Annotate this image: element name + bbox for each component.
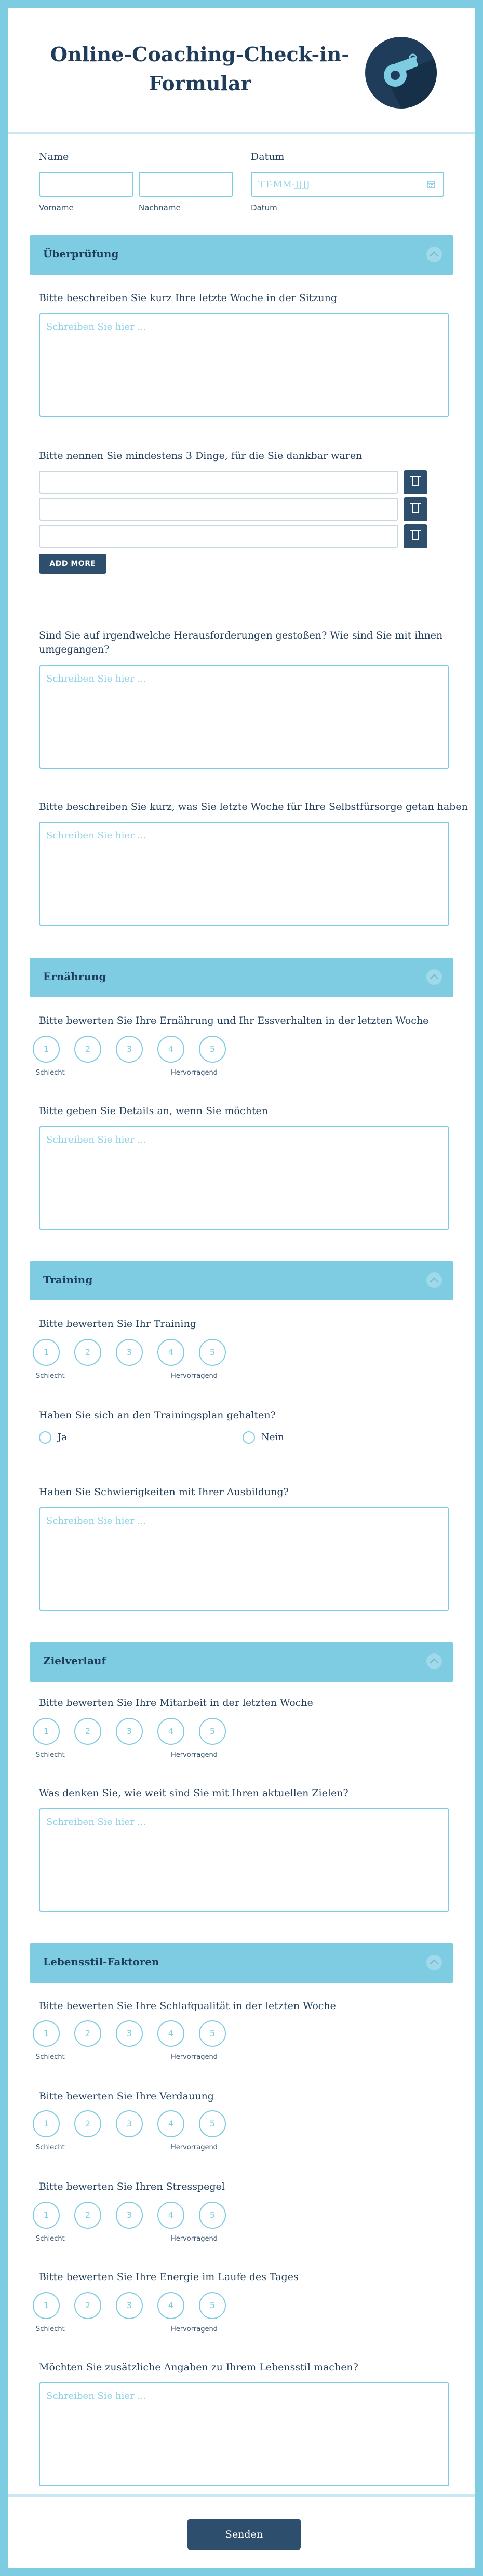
radio-no[interactable] xyxy=(243,1431,255,1444)
rating-option-2[interactable]: 2 xyxy=(74,1036,101,1063)
rating-high-label: Hervorragend xyxy=(171,2053,218,2061)
rating-digestion xyxy=(33,2110,240,2157)
question-energy: Bitte bewerten Sie Ihre Energie im Laufe des Tages xyxy=(39,2271,299,2283)
goals-textarea[interactable] xyxy=(39,1808,449,1912)
week-textarea[interactable] xyxy=(39,313,449,417)
question-selfcare: Bitte beschreiben Sie kurz, was Sie letzte Woche für Ihre Selbstfürsorge getan haben xyxy=(39,801,468,812)
rating-option-3[interactable]: 3 xyxy=(116,1339,143,1366)
rating-high-label: Hervorragend xyxy=(171,2144,218,2151)
question-nutrition-rate: Bitte bewerten Sie Ihre Ernährung und Ihr Essverhalten in der letzten Woche xyxy=(39,1015,429,1026)
question-digestion: Bitte bewerten Sie Ihre Verdauung xyxy=(39,2091,214,2102)
rating-low-label: Schlecht xyxy=(36,1372,65,1380)
question-goals: Was denken Sie, wie weit sind Sie mit Ihren aktuellen Zielen? xyxy=(39,1787,348,1799)
rating-option-4[interactable]: 4 xyxy=(157,1718,184,1745)
name-label: Name xyxy=(39,151,69,162)
rating-option-3[interactable]: 3 xyxy=(116,2020,143,2047)
last-name-input[interactable] xyxy=(139,172,233,197)
section-title: Ernährung xyxy=(43,970,106,983)
add-more-button[interactable]: ADD MORE xyxy=(39,554,106,574)
rating-option-2[interactable]: 2 xyxy=(74,2202,101,2229)
date-sublabel: Datum xyxy=(251,203,277,212)
section-goals[interactable] xyxy=(30,1642,453,1682)
section-title: Zielverlauf xyxy=(43,1655,106,1667)
rating-energy xyxy=(33,2292,240,2339)
last-name-sublabel: Nachname xyxy=(139,203,181,212)
radio-yes[interactable] xyxy=(39,1431,51,1444)
rating-high-label: Hervorragend xyxy=(171,1069,218,1077)
question-week: Bitte beschreiben Sie kurz Ihre letzte Woche in der Sitzung xyxy=(39,292,338,304)
section-review[interactable] xyxy=(30,235,453,275)
form-card xyxy=(8,8,475,2568)
delete-row-button[interactable] xyxy=(404,524,427,548)
rating-option-4[interactable]: 4 xyxy=(157,1339,184,1366)
rating-low-label: Schlecht xyxy=(36,2144,65,2151)
section-lifestyle[interactable] xyxy=(30,1943,453,1983)
rating-option-4[interactable]: 4 xyxy=(157,2202,184,2229)
rating-low-label: Schlecht xyxy=(36,1751,65,1759)
rating-option-2[interactable]: 2 xyxy=(74,2020,101,2047)
first-name-sublabel: Vorname xyxy=(39,203,74,212)
rating-option-1[interactable]: 1 xyxy=(33,1036,60,1063)
rating-option-3[interactable]: 3 xyxy=(116,1718,143,1745)
rating-option-2[interactable]: 2 xyxy=(74,2292,101,2319)
rating-high-label: Hervorragend xyxy=(171,1372,218,1380)
rating-training xyxy=(33,1339,240,1386)
rating-nutrition xyxy=(33,1036,240,1082)
rating-option-2[interactable]: 2 xyxy=(74,1339,101,1366)
rating-low-label: Schlecht xyxy=(36,1069,65,1077)
question-sleep: Bitte bewerten Sie Ihre Schlafqualität in der letzten Woche xyxy=(39,2000,336,2012)
grateful-input-3[interactable] xyxy=(39,525,398,548)
lifestyle-textarea[interactable] xyxy=(39,2382,449,2486)
rating-low-label: Schlecht xyxy=(36,2053,65,2061)
rating-option-4[interactable]: 4 xyxy=(157,2110,184,2137)
question-challenges: Sind Sie auf irgendwelche Herausforderungen gestoßen? Wie sind Sie mit ihnen umgegangen? xyxy=(39,630,443,655)
rating-option-5[interactable]: 5 xyxy=(199,1036,226,1063)
date-input[interactable] xyxy=(251,172,444,197)
rating-option-3[interactable]: 3 xyxy=(116,2110,143,2137)
date-label: Datum xyxy=(251,151,285,162)
calendar-icon[interactable] xyxy=(427,180,435,188)
rating-high-label: Hervorragend xyxy=(171,2235,218,2243)
question-training-rate: Bitte bewerten Sie Ihr Training xyxy=(39,1318,196,1330)
section-training[interactable] xyxy=(30,1261,453,1300)
collapse-chevron-icon[interactable] xyxy=(426,1272,442,1288)
grateful-input-1[interactable] xyxy=(39,471,398,494)
form-header xyxy=(8,8,475,134)
delete-row-button[interactable] xyxy=(404,470,427,494)
rating-option-4[interactable]: 4 xyxy=(157,1036,184,1063)
rating-high-label: Hervorragend xyxy=(171,1751,218,1759)
rating-option-3[interactable]: 3 xyxy=(116,2292,143,2319)
rating-low-label: Schlecht xyxy=(36,2325,65,2333)
radio-yes-label: Ja xyxy=(58,1432,67,1443)
difficulties-textarea[interactable] xyxy=(39,1507,449,1611)
collapse-chevron-icon[interactable] xyxy=(426,969,442,985)
rating-option-1[interactable]: 1 xyxy=(33,2110,60,2137)
section-title: Training xyxy=(43,1273,93,1286)
section-title: Lebensstil-Faktoren xyxy=(43,1956,159,1968)
rating-option-5[interactable]: 5 xyxy=(199,2110,226,2137)
question-grateful: Bitte nennen Sie mindestens 3 Dinge, für die Sie dankbar waren xyxy=(39,450,363,462)
rating-option-2[interactable]: 2 xyxy=(74,1718,101,1745)
radio-no-label: Nein xyxy=(261,1432,284,1443)
rating-option-5[interactable]: 5 xyxy=(199,1339,226,1366)
rating-stress xyxy=(33,2202,240,2248)
rating-sleep xyxy=(33,2020,240,2067)
challenges-textarea[interactable] xyxy=(39,665,449,769)
details-textarea[interactable] xyxy=(39,1126,449,1230)
selfcare-textarea[interactable] xyxy=(39,822,449,926)
question-cooperation: Bitte bewerten Sie Ihre Mitarbeit in der letzten Woche xyxy=(39,1697,313,1709)
rating-option-5[interactable]: 5 xyxy=(199,2020,226,2047)
delete-row-button[interactable] xyxy=(404,497,427,521)
form-footer xyxy=(8,2494,475,2568)
section-title: Überprüfung xyxy=(43,248,119,260)
rating-option-4[interactable]: 4 xyxy=(157,2292,184,2319)
question-details: Bitte geben Sie Details an, wenn Sie möchten xyxy=(39,1105,268,1117)
rating-option-5[interactable]: 5 xyxy=(199,2292,226,2319)
submit-button[interactable]: Senden xyxy=(187,2519,301,2550)
section-nutrition[interactable] xyxy=(30,958,453,997)
rating-option-5[interactable]: 5 xyxy=(199,2202,226,2229)
rating-cooperation xyxy=(33,1718,240,1765)
rating-option-3[interactable]: 3 xyxy=(116,2202,143,2229)
rating-option-1[interactable]: 1 xyxy=(33,1718,60,1745)
rating-option-5[interactable]: 5 xyxy=(199,1718,226,1745)
rating-option-1[interactable]: 1 xyxy=(33,2202,60,2229)
rating-option-1[interactable]: 1 xyxy=(33,2292,60,2319)
question-lifestyle-extra: Möchten Sie zusätzliche Angaben zu Ihrem Lebensstil machen? xyxy=(39,2362,358,2373)
rating-high-label: Hervorragend xyxy=(171,2325,218,2333)
question-stress: Bitte bewerten Sie Ihren Stresspegel xyxy=(39,2181,225,2192)
rating-option-4[interactable]: 4 xyxy=(157,2020,184,2047)
question-plan: Haben Sie sich an den Trainingsplan gehalten? xyxy=(39,1409,276,1421)
first-name-input[interactable] xyxy=(39,172,133,197)
rating-option-2[interactable]: 2 xyxy=(74,2110,101,2137)
collapse-chevron-icon[interactable] xyxy=(426,247,442,262)
collapse-chevron-icon[interactable] xyxy=(426,1653,442,1669)
rating-option-3[interactable]: 3 xyxy=(116,1036,143,1063)
rating-option-1[interactable]: 1 xyxy=(33,2020,60,2047)
question-difficulties: Haben Sie Schwierigkeiten mit Ihrer Ausbildung? xyxy=(39,1486,289,1498)
rating-low-label: Schlecht xyxy=(36,2235,65,2243)
form-title: Online-Coaching-Check-in-Formular xyxy=(50,43,350,95)
grateful-input-2[interactable] xyxy=(39,498,398,521)
whistle-logo-icon xyxy=(365,37,437,109)
rating-option-1[interactable]: 1 xyxy=(33,1339,60,1366)
collapse-chevron-icon[interactable] xyxy=(426,1955,442,1970)
